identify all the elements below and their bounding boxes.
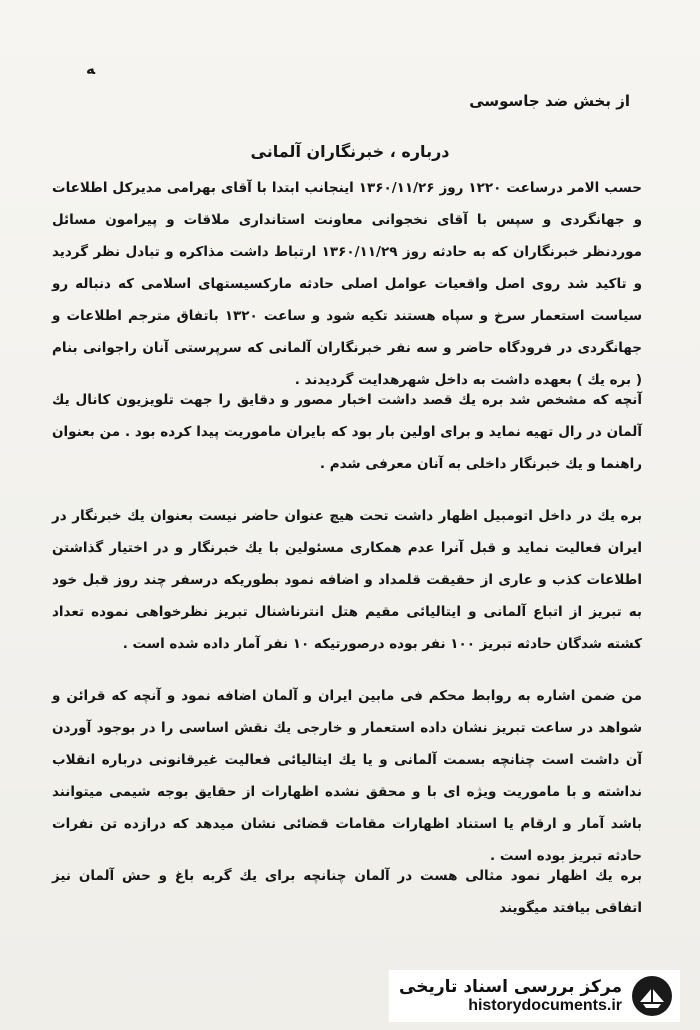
paragraph-2: آنچه که مشخص شد بره یك قصد داشت اخبار مصور و دقایق را جهت تلویزیون کانال یك آلمان در رال تهیه نماید و برای اولین بار بود که بایران ماموریت پیدا کرده بود . من بعنوان راهنما و یك خبرنگار داخلی به آنان معرفی شدم .	[52, 392, 642, 472]
paragraph-4: من ضمن اشاره به روابط محکم فی مابین ایران و آلمان اضافه نمود و آنچه که قرائن و شواهد در ساعت تبریز نشان داده استعمار و خارجی یك نقش اساسی را در بوجود آوردن آن داشت است چنانچه بسمت آلمانی و یا یك ایتالیائی فعالیت غیرقانونی درباره انقلاب نداشته و با ماموریت ویژه ای با و محقق نشده اظهارات از حقایق بوجه شیمی میتوانند باشد آمار و ارقام یا استناد اظهارات مقامات قضائی نشان میدهد که درازده تن نفرات حادثه تبریز بوده است .	[52, 688, 642, 864]
corner-mark: ﻪ	[86, 60, 96, 78]
paragraph-3: بره یك در داخل اتومبیل اظهار داشت تحت هیچ عنوان حاضر نیست بعنوان یك خبرنگار در ایران فعالیت نماید و قبل آنرا عدم همکاری مسئولین با یك خبرنگار و در اختیار گذاشتن اطلاعات کذب و عاری از حقیقت قلمداد و اضافه نمود بطوریکه درسفر چند روز قبل خود به تبریز از اتباع آلمانی و ایتالیائی مقیم هتل انترناشنال تبریز نظرخواهی نموده تعداد کشته شدگان حادثه تبریز ۱۰۰ نفر بوده درصورتیکه ۱۰ نفر آمار داده شده است .	[52, 508, 642, 652]
watermark-title: مرکز بررسی اسناد تاریخی	[399, 977, 622, 997]
paragraph-1: حسب الامر درساعت ۱۲۲۰ روز ۱۳۶۰/۱۱/۲۶ اینجانب ابتدا با آقای بهرامی مدیرکل اطلاعات و جهانگردی و سپس با آقای نخجوانی معاونت استانداری ملاقات و پیرامون مسائل موردنظر خبرنگاران که به حادثه روز ۱۳۶۰/۱۱/۲۹ ارتباط داشت مذاکره و تبادل نظر گردید و تاکید شد روی اصل واقعیات عوامل اصلی حادثه مارکسیستهای اسلامی که دنباله رو سیاست استعمار سرخ و سپاه هستند تکیه شود و ساعت ۱۳۲۰ باتفاق مترجم اطلاعات و جهانگردی در فرودگاه حاضر و سه نفر خبرنگاران آلمانی که سرپرستی آنان راجوانی بنام ( بره یك ) بعهده داشت به داخل شهرهدایت گردیدند .	[52, 180, 643, 388]
paragraph-5: بره یك اظهار نمود مثالی هست در آلمان چنانچه برای یك گربه باغ و حش آلمان نیز اتفاقی بیافتد میگویند	[52, 868, 642, 916]
from-department-line: از بخش ضد جاسوسی	[469, 92, 630, 110]
subject-line: درباره ، خبرنگاران آلمانی	[250, 142, 450, 161]
book-seal-icon	[630, 974, 674, 1018]
watermark-logo	[389, 970, 680, 1022]
watermark-url: historydocuments.ir	[468, 997, 622, 1014]
